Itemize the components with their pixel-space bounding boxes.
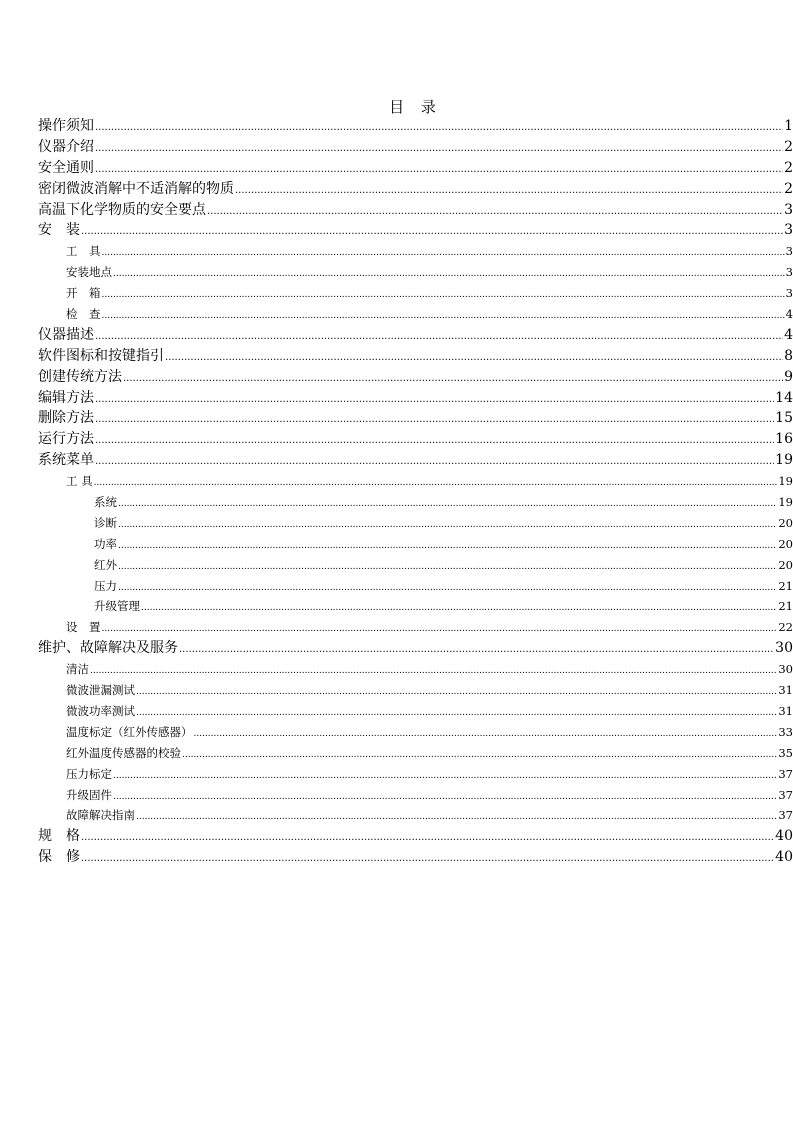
toc-entry-page-number: 4: [784, 326, 793, 343]
dot-leader: [165, 348, 783, 367]
toc-entry-label: 微波功率测试: [66, 703, 135, 718]
dot-leader: [102, 285, 785, 304]
dot-leader: [95, 390, 774, 409]
toc-entry-page-number: 19: [778, 474, 793, 489]
toc-entry-page-number: 15: [775, 410, 793, 427]
dot-leader: [118, 515, 777, 534]
toc-entry-page-number: 2: [784, 159, 793, 176]
toc-entry-page-number: 20: [778, 557, 793, 572]
toc-entry-page-number: 16: [775, 431, 793, 448]
dot-leader: [113, 787, 777, 806]
toc-entry-page-number: 21: [778, 599, 793, 614]
toc-title: 目 录: [389, 98, 442, 116]
dot-leader: [90, 661, 777, 680]
toc-entry[interactable]: [38, 576, 793, 597]
toc-entry-page-number: 40: [775, 828, 793, 845]
toc-entry[interactable]: [38, 158, 793, 179]
toc-entry[interactable]: [38, 743, 793, 764]
toc-entry[interactable]: [38, 179, 793, 200]
dot-leader: [102, 243, 785, 262]
toc-entry-label: 系统菜单: [38, 452, 94, 469]
toc-entry-page-number: 3: [784, 222, 793, 239]
toc-entry[interactable]: [38, 492, 793, 513]
toc-entry-page-number: 37: [778, 808, 793, 823]
toc-entry-label: 密闭微波消解中不适消解的物质: [38, 180, 234, 197]
toc-entry-label: 维护、故障解决及服务: [38, 640, 178, 657]
toc-entry[interactable]: [38, 659, 793, 680]
toc-entry-page-number: 14: [775, 389, 793, 406]
toc-entry-label: 保 修: [38, 849, 80, 866]
dot-leader: [95, 160, 783, 179]
toc-entry-label: 温度标定（红外传感器）: [66, 724, 193, 739]
dot-leader: [95, 139, 783, 158]
toc-entry[interactable]: [38, 805, 793, 826]
toc-entry-label: 操作须知: [38, 118, 94, 134]
toc-entry-label: 仪器描述: [38, 326, 94, 343]
toc-entry[interactable]: [38, 617, 793, 638]
toc-entry[interactable]: [38, 346, 793, 367]
toc-entry[interactable]: [38, 555, 793, 576]
toc-entry-label: 删除方法: [38, 410, 94, 427]
dot-leader: [136, 682, 777, 701]
toc-entry[interactable]: [38, 471, 793, 492]
dot-leader: [136, 807, 777, 826]
toc-entry[interactable]: [38, 137, 793, 158]
toc-entry-label: 故障解决指南: [66, 808, 135, 823]
toc-entry[interactable]: [38, 220, 793, 241]
dot-leader: [95, 431, 774, 450]
toc-entry-label: 诊断: [94, 515, 117, 530]
toc-entry-label: 微波泄漏测试: [66, 683, 135, 698]
dot-leader: [194, 724, 778, 743]
toc-entry-page-number: 19: [775, 452, 793, 469]
toc-entry-page-number: 35: [778, 745, 793, 760]
toc-entry-page-number: 22: [778, 620, 793, 635]
toc-entry[interactable]: [38, 513, 793, 534]
toc-entry-page-number: 3: [785, 265, 793, 280]
toc-entry[interactable]: [38, 408, 793, 429]
toc-entry-label: 红外: [94, 557, 117, 572]
dot-leader: [95, 327, 783, 346]
dot-leader: [81, 222, 783, 241]
dot-leader: [95, 410, 774, 429]
toc-entry-label: 安 装: [38, 222, 80, 239]
toc-entry-label: 编辑方法: [38, 389, 94, 406]
toc-entry-page-number: 19: [778, 495, 793, 510]
toc-entry-label: 升级固件: [66, 787, 112, 802]
toc-entry-page-number: 3: [784, 201, 793, 218]
document-page: [38, 0, 793, 1122]
toc-entry[interactable]: [38, 429, 793, 450]
dot-leader: [182, 745, 777, 764]
toc-entry-label: 压力: [94, 578, 117, 593]
toc-entry-page-number: 9: [784, 368, 793, 385]
toc-entry-label: 清洁: [66, 662, 89, 677]
dot-leader: [95, 118, 783, 137]
toc-entry-label: 创建传统方法: [38, 368, 122, 385]
dot-leader: [118, 536, 777, 555]
toc-entry-label: 仪器介绍: [38, 138, 94, 155]
dot-leader: [81, 828, 774, 847]
toc-entry-page-number: 2: [784, 138, 793, 155]
dot-leader: [95, 452, 774, 471]
toc-entry-label: 功率: [94, 536, 117, 551]
dot-leader: [118, 557, 777, 576]
toc-entry[interactable]: [38, 534, 793, 555]
dot-leader: [94, 473, 778, 492]
toc-entry-page-number: 3: [785, 286, 793, 301]
toc-entry-label: 安全通则: [38, 159, 94, 176]
toc-entry[interactable]: [38, 241, 793, 262]
toc-entry-label: 检 查: [66, 307, 101, 322]
toc-entry-label: 软件图标和按键指引: [38, 347, 164, 364]
toc-entry-page-number: 33: [778, 724, 793, 739]
dot-leader: [179, 640, 774, 659]
dot-leader: [113, 264, 785, 283]
dot-leader: [123, 369, 783, 388]
toc-entry-label: 开 箱: [66, 286, 101, 301]
toc-entry-page-number: 40: [775, 849, 793, 866]
toc-entry-page-number: 37: [778, 766, 793, 781]
toc-entry-page-number: 20: [778, 515, 793, 530]
toc-entry-label: 升级管理: [94, 599, 140, 614]
toc-entry-page-number: 30: [775, 640, 793, 657]
dot-leader: [102, 619, 778, 638]
toc-entry[interactable]: [38, 325, 793, 346]
dot-leader: [102, 306, 785, 325]
toc-entry-label: 安装地点: [66, 265, 112, 280]
toc-entry-label: 设 置: [66, 620, 101, 635]
toc-entry[interactable]: [38, 283, 793, 304]
dot-leader: [141, 598, 777, 617]
toc-entry-page-number: 31: [778, 703, 793, 718]
toc-entry-page-number: 31: [778, 683, 793, 698]
toc-entry-page-number: 21: [778, 578, 793, 593]
toc-entry-label: 工 具: [66, 244, 101, 259]
toc-entry[interactable]: [38, 596, 793, 617]
toc-entry[interactable]: [38, 200, 793, 221]
toc-entry-label: 工 具: [66, 474, 93, 489]
toc-entry-label: 高温下化学物质的安全要点: [38, 201, 206, 218]
toc-entry[interactable]: [38, 450, 793, 471]
toc-entry[interactable]: [38, 367, 793, 388]
toc-entry[interactable]: [38, 826, 793, 847]
toc-entry[interactable]: [38, 701, 793, 722]
dot-leader: [235, 181, 783, 200]
toc-entry-page-number: 20: [778, 536, 793, 551]
toc-entry[interactable]: [38, 116, 793, 137]
dot-leader: [81, 849, 774, 868]
toc-entry-label: 规 格: [38, 828, 80, 845]
toc-entry[interactable]: [38, 638, 793, 659]
table-of-contents: [38, 116, 793, 868]
toc-entry-label: 压力标定: [66, 766, 112, 781]
toc-entry[interactable]: [38, 785, 793, 806]
dot-leader: [118, 578, 777, 597]
toc-entry-label: 系统: [94, 495, 117, 510]
dot-leader: [207, 202, 783, 221]
toc-entry-page-number: 30: [778, 662, 793, 677]
toc-entry[interactable]: [38, 262, 793, 283]
toc-entry[interactable]: [38, 304, 793, 325]
toc-entry[interactable]: [38, 722, 793, 743]
toc-entry[interactable]: [38, 764, 793, 785]
toc-entry-page-number: 2: [784, 180, 793, 197]
toc-entry-page-number: 4: [785, 307, 793, 322]
dot-leader: [113, 766, 777, 785]
dot-leader: [136, 703, 777, 722]
toc-entry-label: 红外温度传感器的校验: [66, 745, 181, 760]
toc-entry[interactable]: [38, 847, 793, 868]
toc-entry-page-number: 37: [778, 787, 793, 802]
dot-leader: [118, 494, 777, 513]
toc-entry[interactable]: [38, 388, 793, 409]
toc-entry[interactable]: [38, 680, 793, 701]
toc-entry-page-number: 1: [784, 118, 793, 134]
toc-entry-label: 运行方法: [38, 431, 94, 448]
toc-entry-page-number: 3: [785, 244, 793, 259]
toc-entry-page-number: 8: [784, 347, 793, 364]
